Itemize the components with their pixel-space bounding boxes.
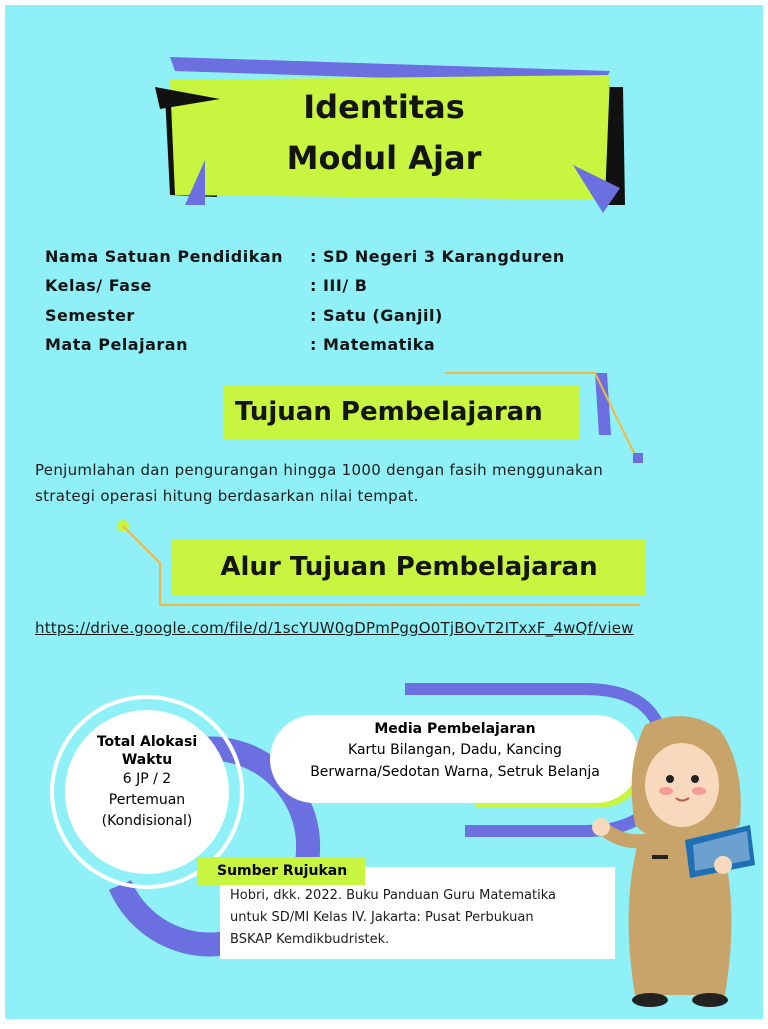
identity-label-school: Nama Satuan Pendidikan <box>45 247 284 266</box>
identity-label-subject: Mata Pelajaran <box>45 335 188 354</box>
poster <box>5 5 763 1019</box>
identity-value-school: : SD Negeri 3 Karangduren <box>310 247 565 266</box>
tujuan-text-line2: strategi operasi hitung berdasarkan nilai tempat. <box>35 487 419 505</box>
sumber-line2: untuk SD/MI Kelas IV. Jakarta: Pusat Perbukuan <box>230 910 534 925</box>
media-content <box>270 719 640 783</box>
page-title-line2: Modul Ajar <box>286 139 482 177</box>
alokasi-title-line2: Waktu <box>121 752 173 768</box>
identity-value-subject: : Matematika <box>310 335 436 354</box>
tujuan-text-line1: Penjumlahan dan pengurangan hingga 1000 dengan fasih menggunakan <box>35 461 604 479</box>
sumber-line3: BSKAP Kemdikbudristek. <box>230 932 390 947</box>
tujuan-heading <box>223 385 580 439</box>
alur-heading <box>172 539 646 595</box>
alokasi-content <box>77 733 217 832</box>
alur-heading-text: Alur Tujuan Pembelajaran <box>220 552 598 582</box>
media-title: Media Pembelajaran <box>374 721 536 737</box>
alokasi-line1: 6 JP / 2 <box>122 771 172 787</box>
identity-value-semester: : Satu (Ganjil) <box>310 306 443 325</box>
sumber-content <box>230 885 556 951</box>
sumber-title: Sumber Rujukan <box>217 863 348 879</box>
tujuan-purple-bar <box>595 373 611 435</box>
alokasi-line2: Pertemuan <box>108 792 186 808</box>
identity-label-semester: Semester <box>45 306 135 325</box>
tujuan-heading-text: Tujuan Pembelajaran <box>235 397 543 427</box>
alokasi-title-line1: Total Alokasi <box>96 734 198 750</box>
page-title-line1: Identitas <box>303 88 465 126</box>
tujuan-purple-dot <box>633 453 643 463</box>
alur-link[interactable]: https://drive.google.com/file/d/1scYUW0gDPmPggO0TjBOvT2ITxxF_4wQf/view <box>35 619 634 637</box>
identity-label-class: Kelas/ Fase <box>45 276 152 295</box>
media-line1: Kartu Bilangan, Dadu, Kancing <box>348 742 562 758</box>
alokasi-line3: (Kondisional) <box>101 813 193 829</box>
identity-value-class: : III/ B <box>310 276 368 295</box>
sumber-line1: Hobri, dkk. 2022. Buku Panduan Guru Matematika <box>230 888 556 903</box>
media-line2: Berwarna/Sedotan Warna, Setruk Belanja <box>310 764 600 780</box>
